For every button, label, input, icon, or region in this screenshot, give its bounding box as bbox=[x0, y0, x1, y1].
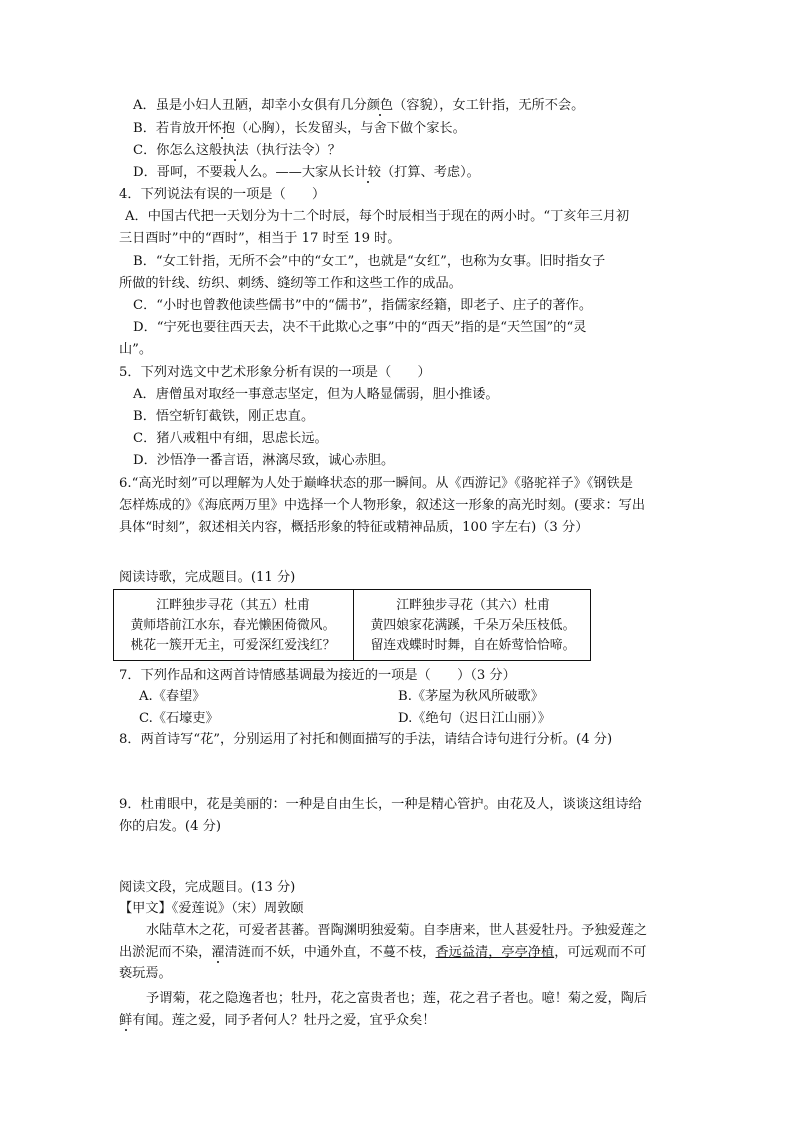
text: C．你怎么这般 bbox=[133, 143, 223, 158]
q3-option-d bbox=[133, 164, 480, 182]
poem-1-title: 江畔独步寻花（其五）杜甫 bbox=[156, 598, 310, 613]
text: （容貌），女工针指，无所不会。 bbox=[393, 98, 585, 113]
q4-option-a: A．中国古代把一天划分为十二个时辰，每个时辰相当于现在的两小时。“丁亥年三月初 bbox=[125, 209, 630, 224]
classical-p1-line-3: 亵玩焉。 bbox=[119, 966, 172, 981]
q4-option-d-cont: 山”。 bbox=[119, 342, 153, 357]
q4-option-b-cont: 所做的针线、纺织、刺绣、缝纫等工作和这些工作的成品。 bbox=[119, 276, 462, 291]
underlined-phrase: 香远益清，亭亭净植 bbox=[435, 945, 555, 960]
q4-option-c: C．“小时也曾教他读些儒书”中的“儒书”，指儒家经籍，即老子、庄子的著作。 bbox=[133, 298, 593, 313]
q6-line-2: 怎样炼成的》《海底两万里》中选择一个人物形象，叙述这一形象的高光时刻。(要求：写出 bbox=[119, 498, 646, 513]
q9-line-1: 9．杜甫眼中，花是美丽的：一种是自由生长，一种是精心管护。由花及人，谈谈这组诗给 bbox=[119, 797, 642, 812]
classical-p1-line-2 bbox=[119, 944, 647, 962]
text: 出淤泥而不染， bbox=[119, 945, 212, 960]
q4-option-b: B．“女工针指，无所不会”中的“女工”，也就是“女红”，也称为女事。旧时指女子 bbox=[133, 254, 606, 269]
poem-2-title: 江畔独步寻花（其六）杜甫 bbox=[396, 598, 550, 613]
text: D．哥呵，不要栽人么。——大家从长 bbox=[133, 165, 355, 180]
q7-stem: 7．下列作品和这两首诗情感基调最为接近的一项是（ ）（3 分） bbox=[119, 668, 516, 683]
dotted-word: 濯 bbox=[211, 945, 225, 960]
poem-table bbox=[113, 589, 591, 661]
poem-2-line-2: 留连戏蝶时时舞，自在娇莺恰恰啼。 bbox=[370, 638, 576, 653]
poem-1-line-2: 桃花一簇开无主，可爱深红爱浅红？ bbox=[130, 638, 336, 653]
dotted-word: 怀抱 bbox=[208, 121, 236, 136]
poem-2-line-1: 黄四娘家花满蹊，千朵万朵压枝低。 bbox=[370, 618, 576, 633]
text: A．虽是小妇人丑陋，却幸小女俱有几分 bbox=[133, 98, 367, 113]
q7-option-d: D.《绝句（迟日江山丽）》 bbox=[398, 711, 551, 726]
text: （心胸），长发留头，与舍下做个家长。 bbox=[235, 121, 466, 136]
dotted-word: 鲜 bbox=[119, 1013, 133, 1028]
q4-stem: 4．下列说法有误的一项是（ ） bbox=[119, 187, 326, 202]
q4-option-a-cont: 三日酉时”中的“酉时”，相当于 17 时至 19 时。 bbox=[119, 231, 401, 246]
dotted-word: 颜色 bbox=[366, 98, 394, 113]
q9-line-2: 你的启发。(4 分) bbox=[119, 819, 221, 834]
poem-1 bbox=[114, 596, 352, 656]
text: 清涟而不妖，中通外直，不蔓不枝， bbox=[224, 945, 436, 960]
classical-p2-line-2 bbox=[119, 1012, 436, 1030]
text: ，可远观而不可 bbox=[554, 945, 647, 960]
text: 有闻。莲之爱，同予者何人？牡丹之爱，宜乎众矣！ bbox=[132, 1013, 436, 1028]
dotted-word: 计较 bbox=[354, 165, 381, 180]
q5-option-a: A．唐僧虽对取经一事意志坚定，但为人略显儒弱，胆小推诿。 bbox=[133, 387, 499, 402]
q7-option-c: C.《石壕吏》 bbox=[139, 711, 219, 726]
q8-stem: 8．两首诗写“花”，分别运用了衬托和侧面描写的手法，请结合诗句进行分析。(4 分) bbox=[119, 732, 613, 747]
text: （执行法令）？ bbox=[248, 143, 341, 158]
text: （打算、考虑）。 bbox=[380, 165, 480, 180]
classical-p2-line-1: 予谓菊，花之隐逸者也；牡丹，花之富贵者也；莲，花之君子者也。噫！菊之爱，陶后 bbox=[146, 991, 648, 1006]
q3-option-a bbox=[133, 97, 584, 115]
q6-line-3: 具体“时刻”，叙述相关内容，概括形象的特征或精神品质，100 字左右)（3 分） bbox=[119, 520, 589, 535]
q5-option-c: C．猪八戒粗中有细，思虑长远。 bbox=[133, 431, 328, 446]
q5-option-b: B．悟空斩钉截铁，刚正忠直。 bbox=[133, 409, 315, 424]
poem-2 bbox=[354, 596, 592, 656]
q7-option-a: A.《春望》 bbox=[139, 689, 206, 704]
classical-heading: 阅读文段，完成题目。(13 分) bbox=[119, 880, 296, 895]
dotted-word: 执法 bbox=[222, 143, 249, 158]
q5-option-d: D．沙悟净一番言语，淋漓尽致，诚心赤胆。 bbox=[133, 453, 395, 468]
classical-source: 【甲文】《爱莲说》（宋）周敦颐 bbox=[119, 901, 304, 916]
poem-section-heading: 阅读诗歌，完成题目。(11 分) bbox=[119, 570, 296, 585]
poem-1-line-1: 黄师塔前江水东，春光懒困倚微风。 bbox=[130, 618, 336, 633]
q6-line-1: 6.“高光时刻”可以理解为人处于巅峰状态的那一瞬间。从《西游记》《骆驼祥子》《钢铁是 bbox=[119, 476, 633, 491]
q3-option-b bbox=[133, 120, 466, 138]
q3-option-c bbox=[133, 142, 341, 160]
classical-p1-line-1: 水陆草木之花，可爱者甚蕃。晋陶渊明独爱菊。自李唐来，世人甚爱牡丹。予独爱莲之 bbox=[146, 923, 648, 938]
q7-option-b: B.《茅屋为秋风所破歌》 bbox=[398, 689, 544, 704]
q4-option-d: D．“宁死也要往西天去，决不干此欺心之事”中的“西天”指的是“天竺国”的“灵 bbox=[133, 320, 587, 335]
q5-stem: 5．下列对选文中艺术形象分析有误的一项是（ ） bbox=[119, 365, 431, 380]
text: B．若肯放开 bbox=[133, 121, 209, 136]
